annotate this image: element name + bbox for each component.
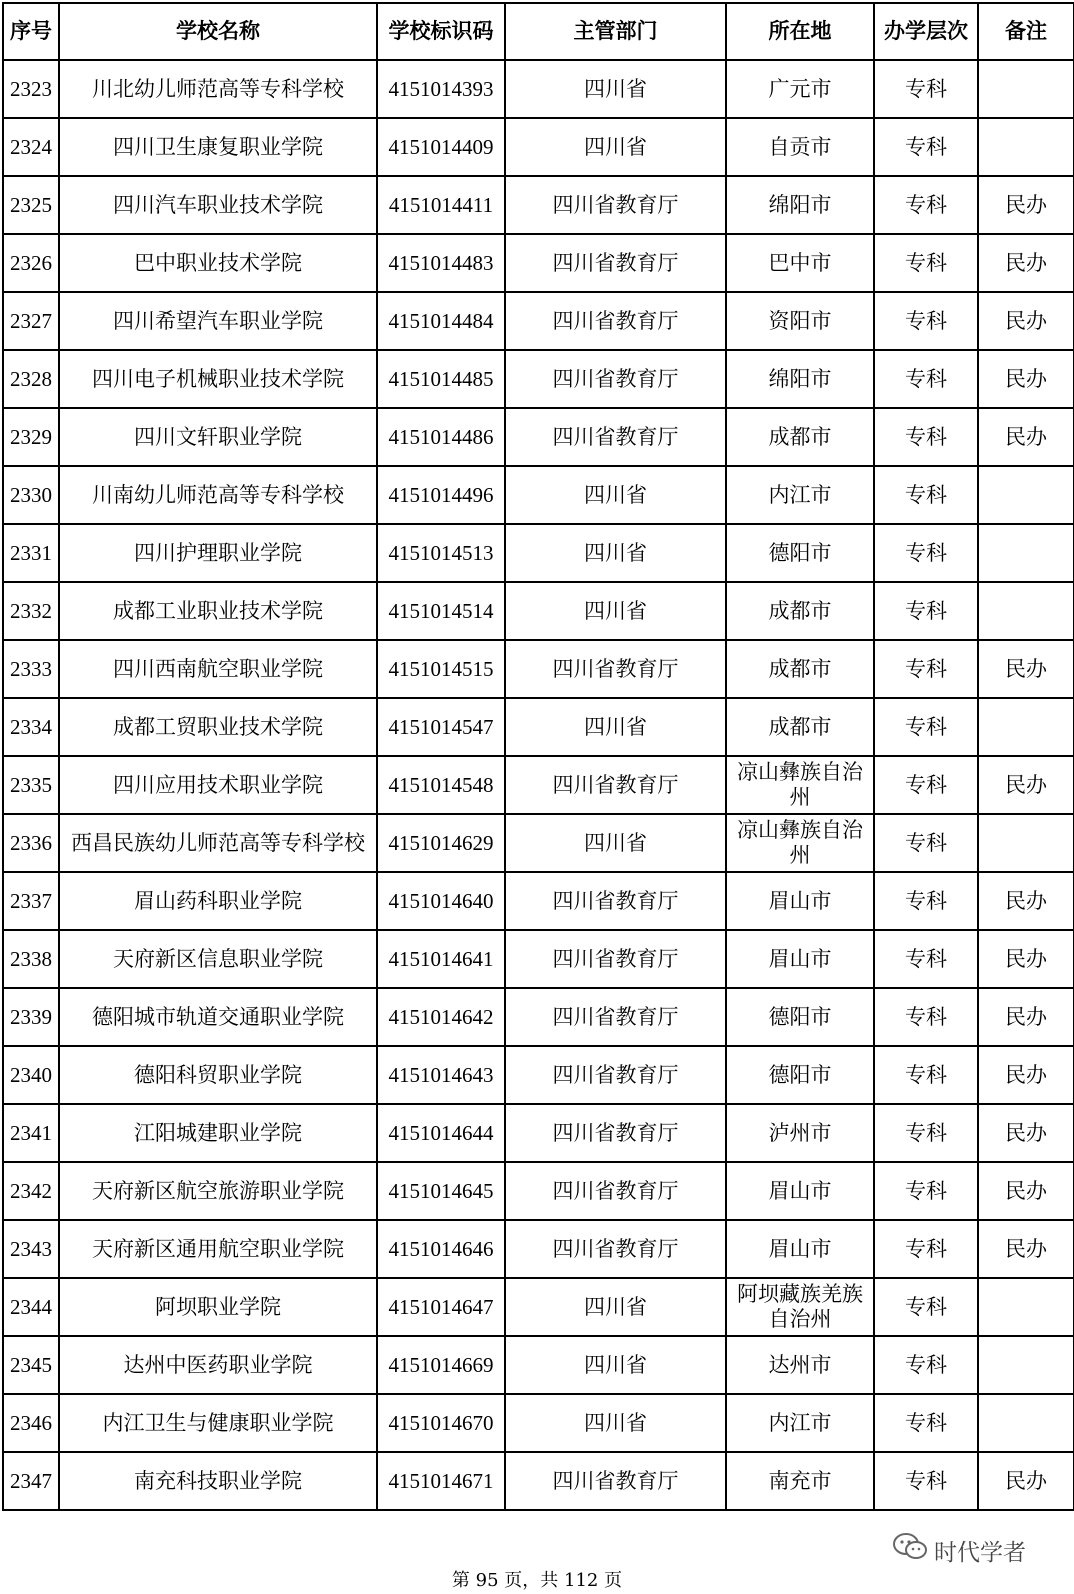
header-location: 所在地: [726, 3, 874, 60]
cell-seq: 2340: [3, 1046, 59, 1104]
cell-loc: 眉山市: [726, 872, 874, 930]
cell-name: 江阳城建职业学院: [59, 1104, 377, 1162]
cell-loc: 成都市: [726, 582, 874, 640]
cell-level: 专科: [874, 408, 978, 466]
cell-code: 4151014411: [377, 176, 505, 234]
cell-remark: [978, 698, 1074, 756]
cell-authority: 四川省教育厅: [505, 1162, 726, 1220]
cell-level: 专科: [874, 466, 978, 524]
cell-name: 四川西南航空职业学院: [59, 640, 377, 698]
cell-remark: [978, 1394, 1074, 1452]
cell-name: 川南幼儿师范高等专科学校: [59, 466, 377, 524]
cell-name: 四川希望汽车职业学院: [59, 292, 377, 350]
cell-code: 4151014670: [377, 1394, 505, 1452]
table-row: [3, 60, 1074, 118]
cell-loc: 德阳市: [726, 1046, 874, 1104]
cell-remark: 民办: [978, 640, 1074, 698]
cell-remark: [978, 60, 1074, 118]
cell-name: 四川文轩职业学院: [59, 408, 377, 466]
cell-seq: 2347: [3, 1452, 59, 1510]
cell-code: 4151014644: [377, 1104, 505, 1162]
cell-code: 4151014514: [377, 582, 505, 640]
cell-name: 四川护理职业学院: [59, 524, 377, 582]
cell-seq: 2329: [3, 408, 59, 466]
header-authority: 主管部门: [505, 3, 726, 60]
cell-code: 4151014513: [377, 524, 505, 582]
cell-loc: 阿坝藏族羌族自治州: [726, 1278, 874, 1336]
table-row: [3, 1278, 1074, 1336]
cell-authority: 四川省教育厅: [505, 408, 726, 466]
table-row: [3, 930, 1074, 988]
cell-level: 专科: [874, 118, 978, 176]
watermark: [892, 1531, 1026, 1569]
cell-loc: 德阳市: [726, 988, 874, 1046]
cell-name: 天府新区航空旅游职业学院: [59, 1162, 377, 1220]
cell-seq: 2334: [3, 698, 59, 756]
cell-name: 西昌民族幼儿师范高等专科学校: [59, 814, 377, 872]
cell-loc: 眉山市: [726, 1220, 874, 1278]
cell-seq: 2333: [3, 640, 59, 698]
cell-code: 4151014548: [377, 756, 505, 814]
cell-level: 专科: [874, 1162, 978, 1220]
cell-loc: 达州市: [726, 1336, 874, 1394]
cell-seq: 2328: [3, 350, 59, 408]
watermark-text: 时代学者: [934, 1539, 1026, 1566]
cell-loc: 内江市: [726, 1394, 874, 1452]
table-header-row: [3, 3, 1074, 60]
cell-code: 4151014486: [377, 408, 505, 466]
cell-seq: 2342: [3, 1162, 59, 1220]
cell-name: 四川汽车职业技术学院: [59, 176, 377, 234]
cell-code: 4151014515: [377, 640, 505, 698]
table-row: [3, 234, 1074, 292]
cell-seq: 2323: [3, 60, 59, 118]
cell-remark: [978, 1278, 1074, 1336]
cell-remark: [978, 814, 1074, 872]
cell-seq: 2341: [3, 1104, 59, 1162]
cell-seq: 2337: [3, 872, 59, 930]
table-row: [3, 698, 1074, 756]
cell-authority: 四川省教育厅: [505, 292, 726, 350]
cell-level: 专科: [874, 1452, 978, 1510]
table-row: [3, 814, 1074, 872]
cell-loc: 绵阳市: [726, 350, 874, 408]
cell-authority: 四川省: [505, 1394, 726, 1452]
cell-level: 专科: [874, 698, 978, 756]
cell-authority: 四川省教育厅: [505, 234, 726, 292]
table-row: [3, 176, 1074, 234]
cell-level: 专科: [874, 930, 978, 988]
cell-name: 四川电子机械职业技术学院: [59, 350, 377, 408]
cell-code: 4151014646: [377, 1220, 505, 1278]
cell-code: 4151014641: [377, 930, 505, 988]
cell-seq: 2331: [3, 524, 59, 582]
table-row: [3, 292, 1074, 350]
cell-authority: 四川省教育厅: [505, 350, 726, 408]
cell-level: 专科: [874, 640, 978, 698]
cell-seq: 2324: [3, 118, 59, 176]
cell-authority: 四川省教育厅: [505, 872, 726, 930]
table-row: [3, 1104, 1074, 1162]
wechat-icon: [892, 1532, 928, 1568]
cell-remark: 民办: [978, 872, 1074, 930]
cell-loc: 广元市: [726, 60, 874, 118]
cell-loc: 成都市: [726, 698, 874, 756]
cell-seq: 2338: [3, 930, 59, 988]
cell-authority: 四川省教育厅: [505, 988, 726, 1046]
cell-code: 4151014647: [377, 1278, 505, 1336]
cell-level: 专科: [874, 60, 978, 118]
cell-loc: 泸州市: [726, 1104, 874, 1162]
table-row: [3, 988, 1074, 1046]
cell-remark: 民办: [978, 1046, 1074, 1104]
cell-code: 4151014483: [377, 234, 505, 292]
cell-name: 成都工业职业技术学院: [59, 582, 377, 640]
cell-remark: 民办: [978, 408, 1074, 466]
cell-name: 德阳科贸职业学院: [59, 1046, 377, 1104]
cell-authority: 四川省: [505, 814, 726, 872]
cell-level: 专科: [874, 524, 978, 582]
cell-authority: 四川省教育厅: [505, 930, 726, 988]
cell-level: 专科: [874, 1394, 978, 1452]
cell-authority: 四川省教育厅: [505, 1104, 726, 1162]
table-row: [3, 1046, 1074, 1104]
cell-loc: 眉山市: [726, 1162, 874, 1220]
cell-code: 4151014669: [377, 1336, 505, 1394]
cell-level: 专科: [874, 814, 978, 872]
cell-remark: 民办: [978, 756, 1074, 814]
cell-loc: 德阳市: [726, 524, 874, 582]
cell-authority: 四川省: [505, 582, 726, 640]
cell-level: 专科: [874, 582, 978, 640]
cell-seq: 2327: [3, 292, 59, 350]
cell-code: 4151014496: [377, 466, 505, 524]
cell-name: 川北幼儿师范高等专科学校: [59, 60, 377, 118]
cell-level: 专科: [874, 1046, 978, 1104]
cell-remark: 民办: [978, 234, 1074, 292]
cell-remark: [978, 118, 1074, 176]
cell-remark: [978, 466, 1074, 524]
cell-authority: 四川省教育厅: [505, 1452, 726, 1510]
cell-seq: 2332: [3, 582, 59, 640]
cell-name: 巴中职业技术学院: [59, 234, 377, 292]
cell-name: 达州中医药职业学院: [59, 1336, 377, 1394]
header-level: 办学层次: [874, 3, 978, 60]
cell-name: 天府新区信息职业学院: [59, 930, 377, 988]
cell-level: 专科: [874, 1220, 978, 1278]
cell-remark: [978, 524, 1074, 582]
cell-level: 专科: [874, 872, 978, 930]
table-row: [3, 872, 1074, 930]
cell-code: 4151014640: [377, 872, 505, 930]
cell-code: 4151014671: [377, 1452, 505, 1510]
cell-name: 内江卫生与健康职业学院: [59, 1394, 377, 1452]
cell-authority: 四川省教育厅: [505, 756, 726, 814]
cell-name: 四川应用技术职业学院: [59, 756, 377, 814]
cell-name: 阿坝职业学院: [59, 1278, 377, 1336]
cell-loc: 内江市: [726, 466, 874, 524]
cell-loc: 成都市: [726, 408, 874, 466]
cell-authority: 四川省: [505, 60, 726, 118]
cell-remark: 民办: [978, 1162, 1074, 1220]
cell-code: 4151014642: [377, 988, 505, 1046]
table-row: [3, 524, 1074, 582]
cell-authority: 四川省教育厅: [505, 1046, 726, 1104]
table-row: [3, 640, 1074, 698]
cell-level: 专科: [874, 1336, 978, 1394]
cell-seq: 2344: [3, 1278, 59, 1336]
cell-loc: 南充市: [726, 1452, 874, 1510]
table-row: [3, 756, 1074, 814]
cell-authority: 四川省教育厅: [505, 176, 726, 234]
cell-seq: 2330: [3, 466, 59, 524]
cell-authority: 四川省: [505, 118, 726, 176]
cell-level: 专科: [874, 176, 978, 234]
table-row: [3, 118, 1074, 176]
cell-remark: 民办: [978, 350, 1074, 408]
cell-remark: 民办: [978, 930, 1074, 988]
table-row: [3, 1394, 1074, 1452]
cell-authority: 四川省教育厅: [505, 640, 726, 698]
cell-code: 4151014409: [377, 118, 505, 176]
header-school-name: 学校名称: [59, 3, 377, 60]
cell-code: 4151014547: [377, 698, 505, 756]
cell-authority: 四川省: [505, 466, 726, 524]
cell-name: 四川卫生康复职业学院: [59, 118, 377, 176]
cell-authority: 四川省: [505, 698, 726, 756]
cell-seq: 2335: [3, 756, 59, 814]
cell-code: 4151014485: [377, 350, 505, 408]
cell-authority: 四川省: [505, 1336, 726, 1394]
cell-remark: 民办: [978, 1452, 1074, 1510]
table-row: [3, 350, 1074, 408]
table-row: [3, 1452, 1074, 1510]
cell-seq: 2326: [3, 234, 59, 292]
header-remark: 备注: [978, 3, 1074, 60]
cell-loc: 自贡市: [726, 118, 874, 176]
cell-remark: [978, 582, 1074, 640]
header-seq: 序号: [3, 3, 59, 60]
cell-level: 专科: [874, 756, 978, 814]
header-school-code: 学校标识码: [377, 3, 505, 60]
cell-loc: 凉山彝族自治州: [726, 756, 874, 814]
cell-seq: 2343: [3, 1220, 59, 1278]
table-row: [3, 1220, 1074, 1278]
table-row: [3, 1336, 1074, 1394]
cell-authority: 四川省: [505, 524, 726, 582]
table-row: [3, 582, 1074, 640]
cell-remark: 民办: [978, 176, 1074, 234]
cell-seq: 2325: [3, 176, 59, 234]
cell-seq: 2345: [3, 1336, 59, 1394]
cell-remark: 民办: [978, 988, 1074, 1046]
table-row: [3, 408, 1074, 466]
cell-remark: [978, 1336, 1074, 1394]
cell-loc: 凉山彝族自治州: [726, 814, 874, 872]
cell-loc: 巴中市: [726, 234, 874, 292]
cell-seq: 2346: [3, 1394, 59, 1452]
cell-code: 4151014643: [377, 1046, 505, 1104]
cell-authority: 四川省教育厅: [505, 1220, 726, 1278]
cell-level: 专科: [874, 234, 978, 292]
cell-name: 成都工贸职业技术学院: [59, 698, 377, 756]
cell-loc: 眉山市: [726, 930, 874, 988]
cell-level: 专科: [874, 350, 978, 408]
cell-name: 眉山药科职业学院: [59, 872, 377, 930]
cell-loc: 成都市: [726, 640, 874, 698]
cell-name: 德阳城市轨道交通职业学院: [59, 988, 377, 1046]
cell-remark: 民办: [978, 1220, 1074, 1278]
table-row: [3, 1162, 1074, 1220]
table-row: [3, 466, 1074, 524]
cell-level: 专科: [874, 292, 978, 350]
cell-loc: 绵阳市: [726, 176, 874, 234]
cell-code: 4151014629: [377, 814, 505, 872]
cell-seq: 2336: [3, 814, 59, 872]
cell-remark: 民办: [978, 292, 1074, 350]
cell-seq: 2339: [3, 988, 59, 1046]
page-footer: 第 95 页，共 112 页: [451, 1570, 623, 1591]
cell-authority: 四川省: [505, 1278, 726, 1336]
cell-level: 专科: [874, 1104, 978, 1162]
cell-name: 南充科技职业学院: [59, 1452, 377, 1510]
cell-loc: 资阳市: [726, 292, 874, 350]
cell-code: 4151014484: [377, 292, 505, 350]
cell-name: 天府新区通用航空职业学院: [59, 1220, 377, 1278]
cell-level: 专科: [874, 988, 978, 1046]
cell-code: 4151014645: [377, 1162, 505, 1220]
school-list-table: [2, 2, 1074, 1511]
cell-remark: 民办: [978, 1104, 1074, 1162]
cell-level: 专科: [874, 1278, 978, 1336]
cell-code: 4151014393: [377, 60, 505, 118]
